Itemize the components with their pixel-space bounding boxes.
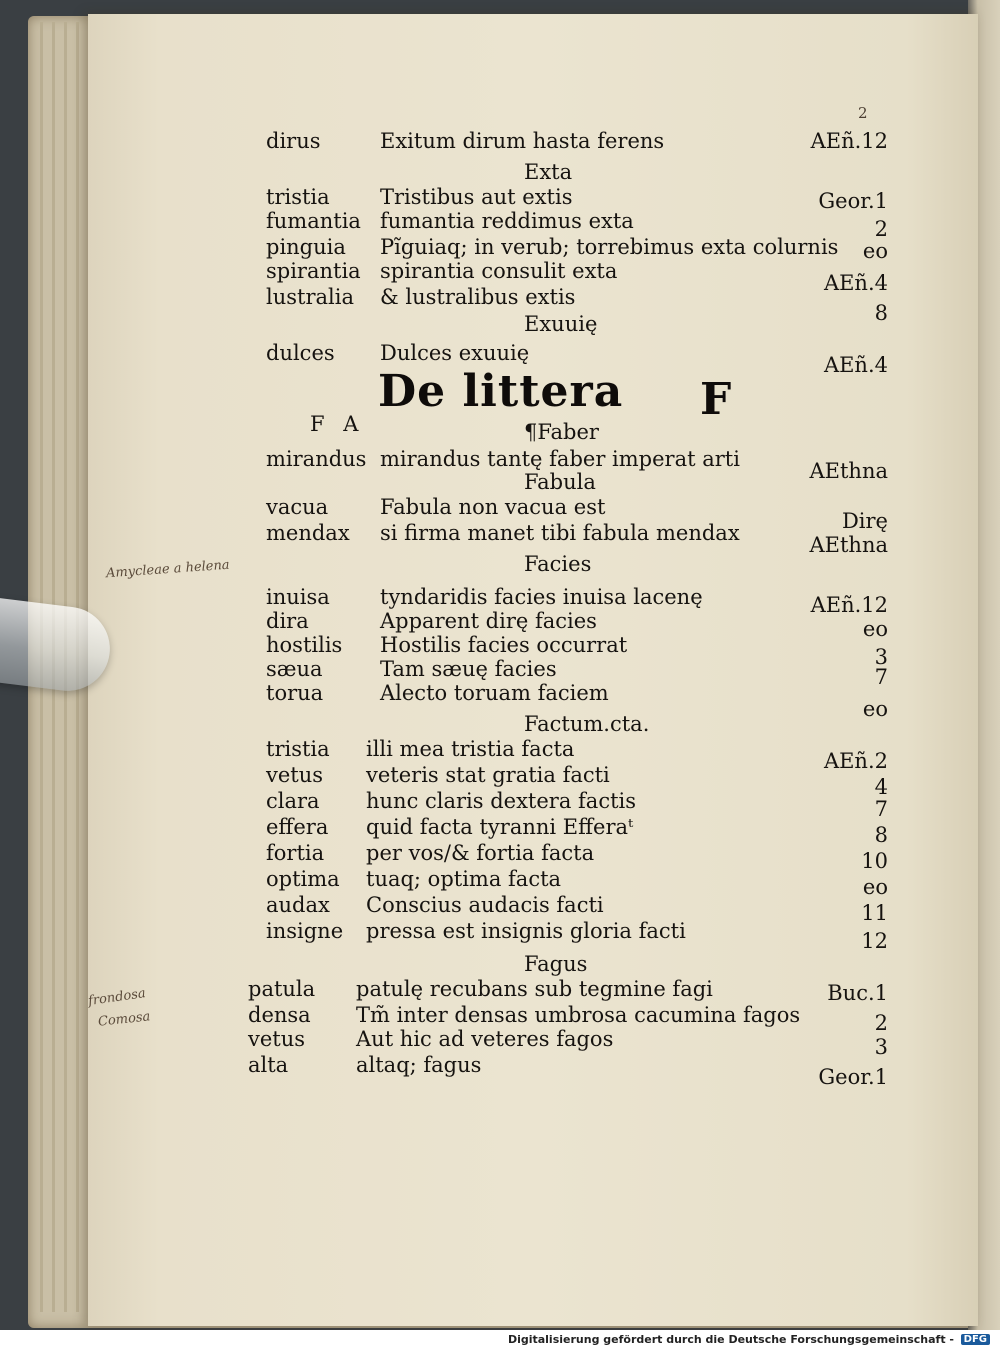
- source-reference: 11: [861, 901, 888, 925]
- epithet: fumantia: [266, 209, 361, 233]
- headword-heading: Fabula: [524, 470, 596, 494]
- source-reference: 10: [861, 849, 888, 873]
- epithet: optima: [266, 867, 340, 891]
- section-title: De littera: [378, 366, 624, 417]
- headword-heading: Fagus: [524, 952, 588, 976]
- verse-quotation: spirantia consulit exta: [380, 259, 618, 283]
- epithet: mendax: [266, 521, 350, 545]
- epithet: vetus: [266, 763, 324, 787]
- headword-heading: Facies: [524, 552, 592, 576]
- source-reference: AEñ.4: [823, 271, 888, 295]
- verse-quotation: pressa est insignis gloria facti: [366, 919, 686, 943]
- footer-credit: Digitalisierung gefördert durch die Deutsche Forschungsgemeinschaft -: [507, 1333, 954, 1346]
- verse-quotation: Apparent dirę facies: [380, 609, 597, 633]
- epithet: dulces: [266, 341, 335, 365]
- source-reference: Buc.1: [827, 981, 888, 1005]
- epithet: densa: [248, 1003, 311, 1027]
- verse-quotation: per vos/& fortia facta: [366, 841, 595, 865]
- source-reference: Dirę: [841, 509, 888, 533]
- epithet: inuisa: [266, 585, 330, 609]
- verse-quotation: veteris stat gratia facti: [366, 763, 610, 787]
- epithet: dirus: [266, 129, 321, 153]
- headword-heading: Factum.cta.: [524, 712, 650, 736]
- source-reference: AEñ.12: [810, 129, 888, 153]
- source-reference: 8: [874, 301, 888, 325]
- verse-quotation: altaq; fagus: [356, 1053, 482, 1077]
- source-reference: AEthna: [809, 459, 888, 483]
- source-reference: eo: [862, 697, 888, 721]
- verse-quotation: Exitum dirum hasta ferens: [380, 129, 665, 153]
- epithet: clara: [266, 789, 320, 813]
- verse-quotation: tyndaridis facies inuisa lacenę: [380, 585, 703, 609]
- marginal-note: Comosa: [97, 1009, 151, 1030]
- epithet: dira: [266, 609, 309, 633]
- verse-quotation: patulę recubans sub tegmine fagi: [356, 977, 713, 1001]
- epithet: mirandus: [266, 447, 367, 471]
- verse-quotation: & lustralibus extis: [380, 285, 576, 309]
- verse-quotation: illi mea tristia facta: [366, 737, 575, 761]
- verse-quotation: Fabula non vacua est: [380, 495, 606, 519]
- source-reference: Geor.1: [818, 189, 888, 213]
- source-reference: 7: [874, 665, 888, 689]
- letter-pair: F A: [310, 412, 365, 436]
- source-reference: 2: [874, 217, 888, 241]
- epithet: lustralia: [266, 285, 354, 309]
- source-reference: 7: [874, 797, 888, 821]
- verse-quotation: Tristibus aut extis: [380, 185, 573, 209]
- verse-quotation: fumantia reddimus exta: [380, 209, 634, 233]
- dfg-logo: DFG: [961, 1334, 990, 1345]
- source-reference: Geor.1: [818, 1065, 888, 1089]
- section-initial: F: [700, 374, 732, 425]
- epithet: fortia: [266, 841, 325, 865]
- source-reference: 8: [874, 823, 888, 847]
- verse-quotation: Tam sæuę facies: [380, 657, 557, 681]
- verse-quotation: Pĩguiaq; in verub; torrebimus exta colurnis: [380, 235, 839, 259]
- verse-quotation: Hostilis facies occurrat: [380, 633, 628, 657]
- verse-quotation: tuaq; optima facta: [366, 867, 562, 891]
- epithet: insigne: [266, 919, 344, 943]
- headword-heading: Exta: [524, 160, 573, 184]
- epithet: spirantia: [266, 259, 361, 283]
- source-reference: eo: [862, 617, 888, 641]
- epithet: torua: [266, 681, 324, 705]
- epithet: patula: [248, 977, 316, 1001]
- epithet: sæua: [266, 657, 323, 681]
- source-reference: 4: [874, 775, 888, 799]
- epithet: alta: [248, 1053, 289, 1077]
- epithet: audax: [266, 893, 330, 917]
- verse-quotation: mirandus tantę faber imperat arti: [380, 447, 740, 471]
- epithet: effera: [266, 815, 329, 839]
- marginal-note: Amycleae a helena: [105, 557, 231, 582]
- verse-quotation: Tm̃ inter densas umbrosa cacumina fagos: [356, 1003, 801, 1027]
- epithet: pinguia: [266, 235, 346, 259]
- verse-quotation: Dulces exuuię: [380, 341, 530, 365]
- source-reference: eo: [862, 875, 888, 899]
- verse-quotation: Alecto toruam faciem: [380, 681, 609, 705]
- epithet: hostilis: [266, 633, 343, 657]
- verse-quotation: hunc claris dextera factis: [366, 789, 637, 813]
- verse-quotation: quid facta tyranni Efferaᵗ: [366, 815, 634, 839]
- headword-heading: Exuuię: [524, 312, 598, 336]
- headword-heading: ¶Faber: [524, 420, 599, 444]
- source-reference: eo: [862, 239, 888, 263]
- marginal-note: frondosa: [87, 986, 147, 1009]
- source-reference: 2: [874, 1011, 888, 1035]
- source-reference: AEñ.4: [823, 353, 888, 377]
- source-reference: AEñ.2: [823, 749, 888, 773]
- source-reference: AEthna: [809, 533, 888, 557]
- epithet: tristia: [266, 737, 330, 761]
- verse-quotation: si firma manet tibi fabula mendax: [380, 521, 740, 545]
- page-number: 2: [858, 104, 868, 122]
- epithet: tristia: [266, 185, 330, 209]
- source-reference: 12: [861, 929, 888, 953]
- source-reference: AEñ.12: [810, 593, 888, 617]
- source-reference: 3: [874, 645, 888, 669]
- epithet: vetus: [248, 1027, 306, 1051]
- verse-quotation: Aut hic ad veteres fagos: [356, 1027, 614, 1051]
- source-reference: 3: [874, 1035, 888, 1059]
- verse-quotation: Conscius audacis facti: [366, 893, 604, 917]
- epithet: vacua: [266, 495, 329, 519]
